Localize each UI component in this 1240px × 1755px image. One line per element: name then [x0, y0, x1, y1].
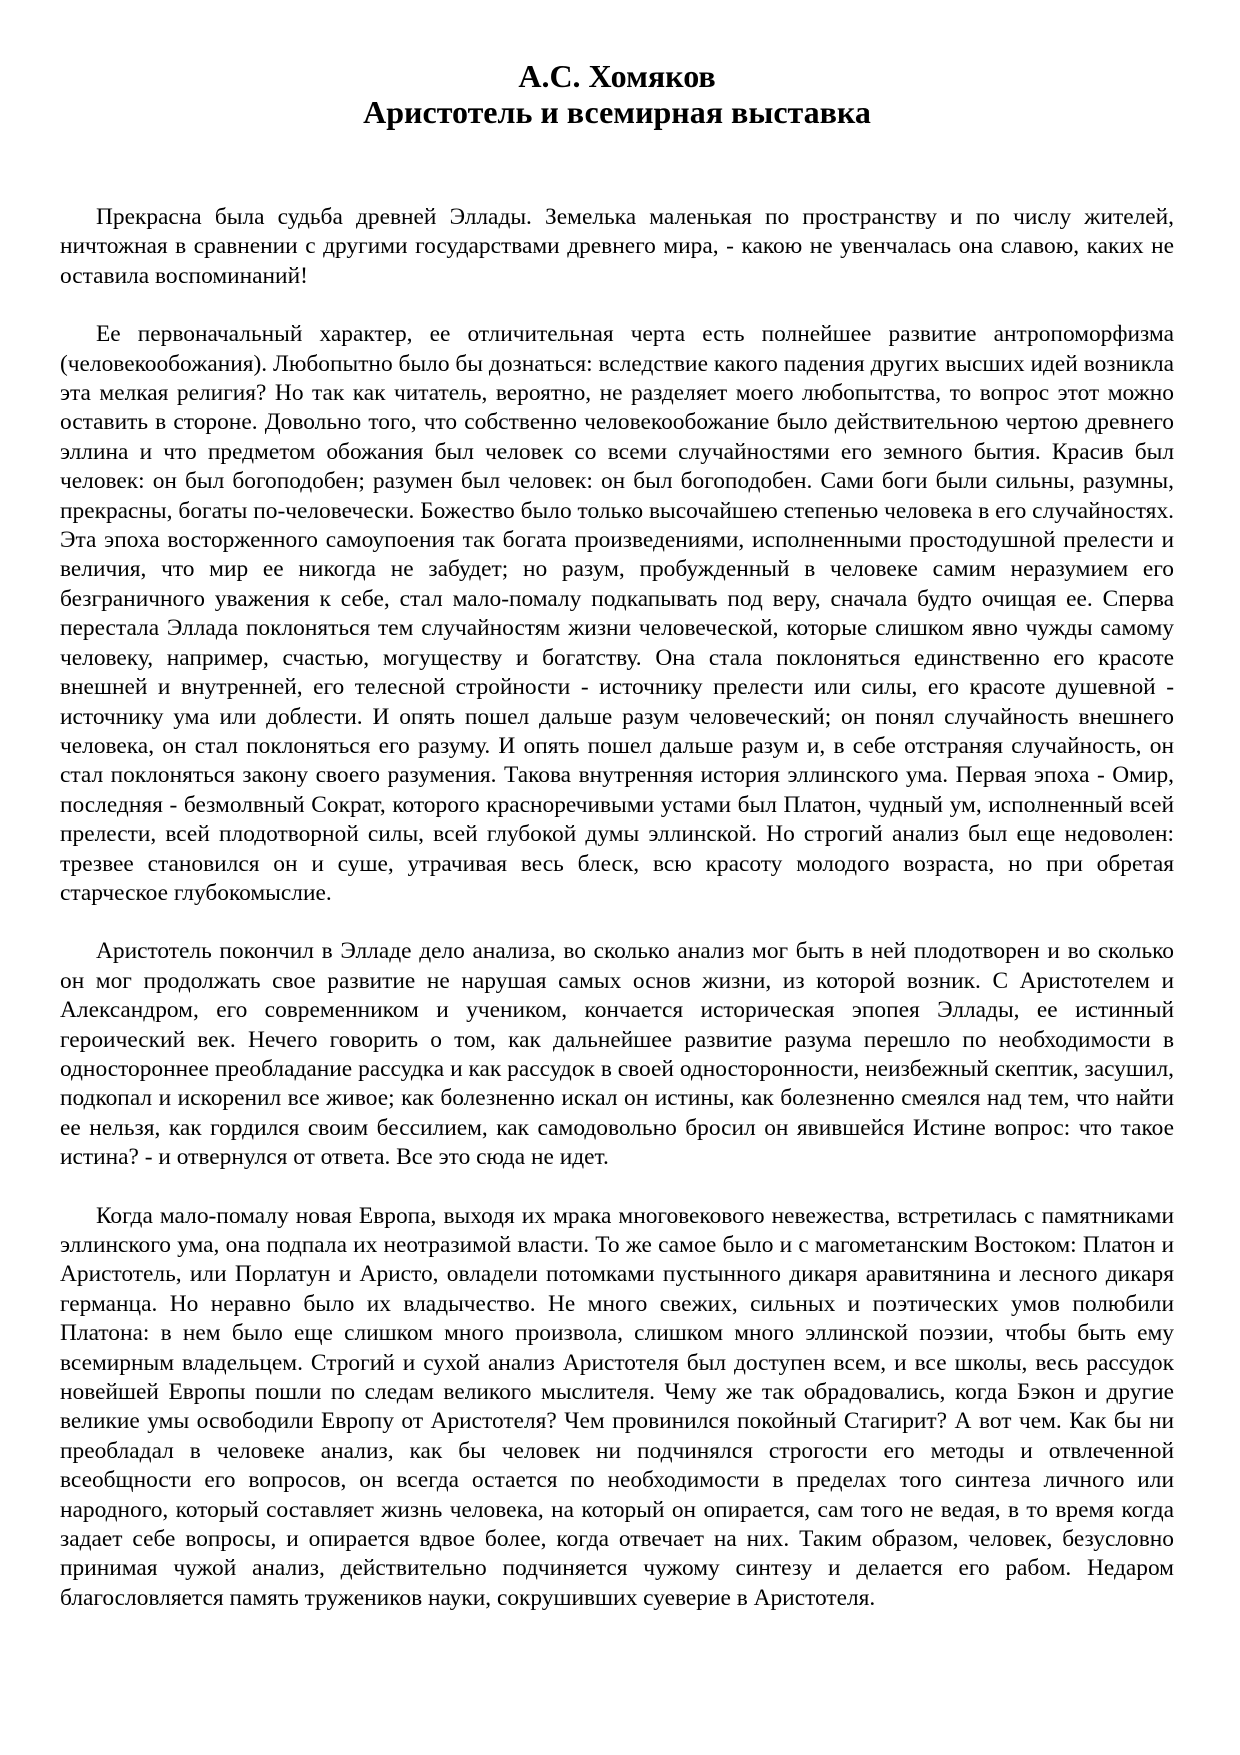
- document-header: [60, 58, 1174, 130]
- document-body: [60, 203, 1174, 1613]
- author-name: А.С. Хомяков: [518, 58, 716, 94]
- paragraph-1: Прекрасна была судьба древней Эллады. Земелька маленькая по пространству и по числу жителей, ничтожная в сравнении с другими государствами древнего мира, - какою не увенчалась она славою, каких не оставила воспоминаний!: [60, 204, 1174, 289]
- paragraph-3: Аристотель покончил в Элладе дело анализа, во сколько анализ мог быть в ней плодотворен и во сколько он мог продолжать свое развитие не нарушая самых основ жизни, из которой возник. С Аристотелем и Александром, его современником и учеником, кончается историческая эпопея Эллады, ее истинный героический век. Нечего говорить о том, как дальнейшее развитие разума перешло по необходимости в одностороннее преобладание рассудка и как рассудок в своей односторонности, неизбежный скептик, засушил, подкопал и искоренил все живое; как болезненно искал он истины, как болезненно смеялся над тем, что найти ее нельзя, как гордился своим бессилием, как самодовольно бросил он явившейся Истине вопрос: что такое истина? - и отвернулся от ответа. Все это сюда не идет.: [60, 938, 1174, 1171]
- paragraph-4: Когда мало-помалу новая Европа, выходя их мрака многовекового невежества, встретилась с памятниками эллинского ума, она подпала их неотразимой власти. То же самое было и с магометанским Востоком: Платон и Аристотель, или Порлатун и Аристо, овладели потомками пустынного дикаря аравитянина и лесного дикаря германца. Но неравно было их владычество. Не много свежих, сильных и поэтических умов полюбили Платона: в нем было еще слишком много произвола, слишком много эллинской поэзии, чтобы быть ему всемирным владельцем. Строгий и сухой анализ Аристотеля был доступен всем, и все школы, весь рассудок новейшей Европы пошли по следам великого мыслителя. Чему же так обрадовались, когда Бэкон и другие великие умы освободили Европу от Аристотеля? Чем провинился покойный Стагирит? А вот чем. Как бы ни преобладал в человеке анализ, как бы человек ни подчинялся строгости его методы и отвлеченной всеобщности его вопросов, он всегда остается по необходимости в пределах того синтеза личного или народного, который составляет жизнь человека, на который он опирается, сам того не ведая, в то время когда задает себе вопросы, и опирается вдвое более, когда отвечает на них. Таким образом, человек, безусловно принимая чужой анализ, действительно подчиняется чужому синтезу и делается его рабом. Недаром благословляется память тружеников науки, сокрушивших суеверие в Аристотеля.: [60, 1202, 1174, 1611]
- document-title: Аристотель и всемирная выставка: [363, 94, 871, 130]
- paragraph-2: Ее первоначальный характер, ее отличительная черта есть полнейшее развитие антропоморфизма (человекообожания). Любопытно было бы дознаться: вследствие какого падения других высших идей возникла эта мелкая религия? Но так как читатель, вероятно, не разделяет моего любопытства, то вопрос этот можно оставить в стороне. Довольно того, что собственно человекообожание было действительною чертою древнего эллина и что предметом обожания был человек со всеми случайностями его земного бытия. Красив был человек: он был богоподобен; разумен был человек: он был богоподобен. Сами боги были сильны, разумны, прекрасны, богаты по-человечески. Божество было только высочайшею степенью человека в его случайностях. Эта эпоха восторженного самоупоения так богата произведениями, исполненными простодушной прелести и величия, что мир ее никогда не забудет; но разум, пробужденный в человеке самим неразумием его безграничного уважения к себе, стал мало-помалу подкапывать под веру, сначала будто очищая ее. Сперва перестала Эллада поклоняться тем случайностям жизни человеческой, которые слишком явно чужды самому человеку, например, счастью, могуществу и богатству. Она стала поклоняться единственно его красоте внешней и внутренней, его телесной стройности - источнику прелести или силы, его красоте душевной - источнику ума или доблести. И опять пошел дальше разум человеческий; он понял случайность внешнего человека, он стал поклоняться его разуму. И опять пошел дальше разум и, в себе отстраняя случайность, он стал поклоняться закону своего разумения. Такова внутренняя история эллинского ума. Первая эпоха - Омир, последняя - безмолвный Сократ, которого красноречивыми устами был Платон, чудный ум, исполненный всей прелести, всей плодотворной силы, всей глубокой думы эллинской. Но строгий анализ был еще недоволен: трезвее становился он и суше, утрачивая весь блеск, всю красоту молодого возраста, но при обретая старческое глубокомыслие.: [60, 321, 1174, 906]
